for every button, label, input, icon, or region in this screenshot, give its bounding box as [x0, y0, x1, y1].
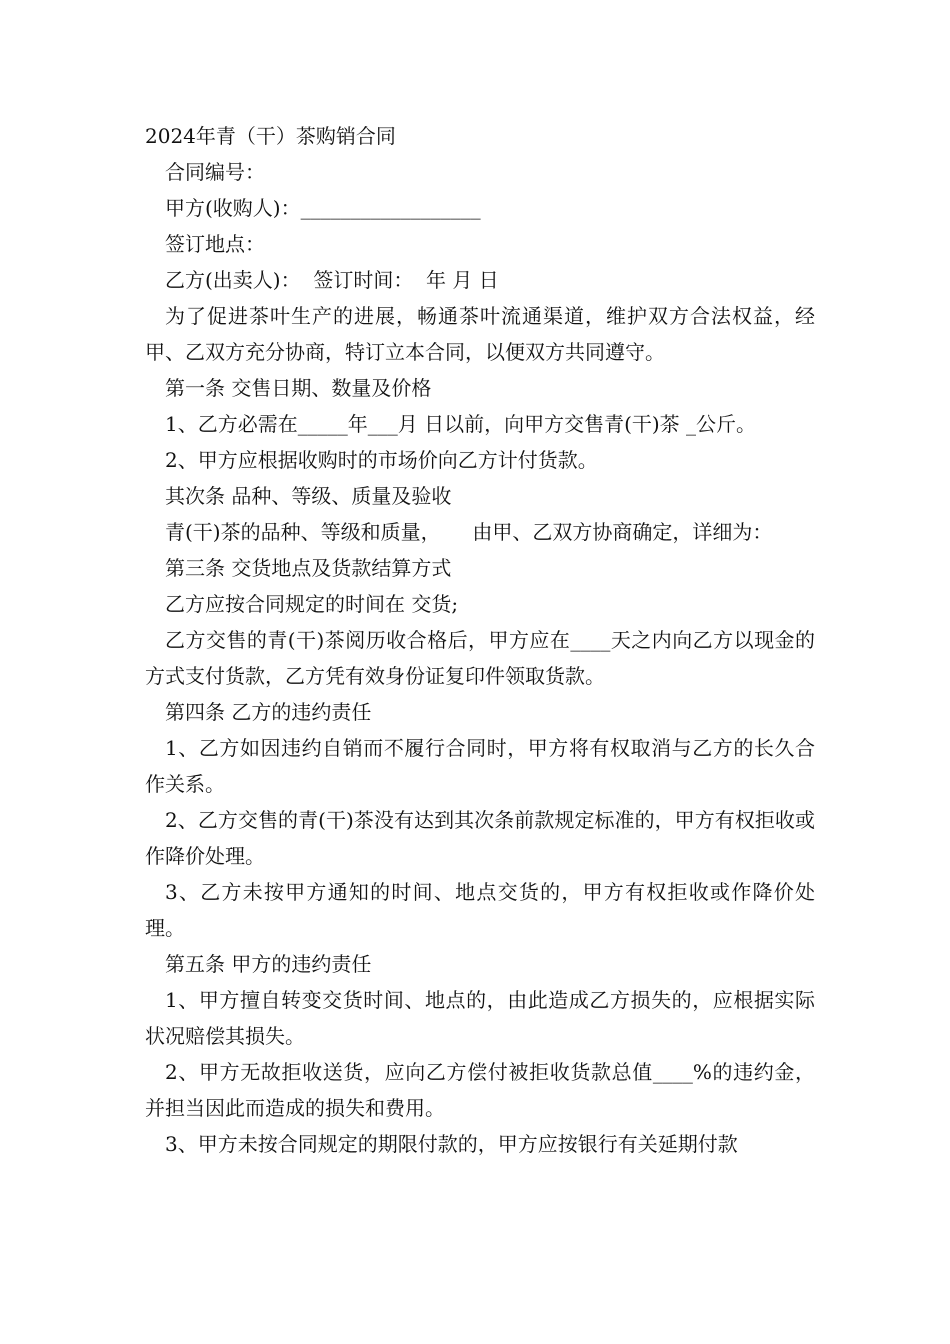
contract-page: [145, 118, 815, 1162]
article3-text2: 乙方交售的青(干)茶阅历收合格后，甲方应在____天之内向乙方以现金的方式支付货款，乙方凭有效身份证复印件领取货款。: [145, 628, 815, 688]
article5-item2: 2、甲方无故拒收送货，应向乙方偿付被拒收货款总值____%的违约金，并担当因此而造成的损失和费用。: [145, 1060, 815, 1120]
article5-item1: 1、甲方擅自转变交货时间、地点的，由此造成乙方损失的，应根据实际状况赔偿其损失。: [145, 988, 815, 1048]
article3-text1: 乙方应按合同规定的时间在 交货;: [165, 592, 459, 616]
article4-item2: 2、乙方交售的青(干)茶没有达到其次条前款规定标准的，甲方有权拒收或作降价处理。: [145, 808, 815, 868]
article3-heading: 第三条 交货地点及货款结算方式: [165, 556, 452, 580]
article4-item3: 3、乙方未按甲方通知的时间、地点交货的，甲方有权拒收或作降价处理。: [145, 880, 815, 940]
sign-place-label: 签订地点：: [165, 232, 265, 256]
article4-item1: 1、乙方如因违约自销而不履行合同时，甲方将有权取消与乙方的长久合作关系。: [145, 736, 815, 796]
article2-heading: 其次条 品种、等级、质量及验收: [165, 484, 452, 508]
article5-item3: 3、甲方未按合同规定的期限付款的，甲方应按银行有关延期付款: [165, 1132, 738, 1156]
preamble-paragraph: 为了促进茶叶生产的进展，畅通茶叶流通渠道，维护双方合法权益，经甲、乙双方充分协商，特订立本合同，以便双方共同遵守。: [145, 304, 815, 364]
buyer-blank: __________________: [300, 196, 481, 220]
article1-heading: 第一条 交售日期、数量及价格: [165, 376, 432, 400]
article4-heading: 第四条 乙方的违约责任: [165, 700, 372, 724]
seller-line: 乙方(出卖人)： 签订时间： 年 月 日: [165, 268, 499, 292]
buyer-label: 甲方(收购人)：: [165, 196, 301, 220]
buyer-line: [145, 190, 815, 226]
contract-number-label: 合同编号：: [165, 160, 265, 184]
article5-heading: 第五条 甲方的违约责任: [165, 952, 372, 976]
document-title: 2024年青（干）茶购销合同: [145, 124, 396, 148]
article1-item1: 1、乙方必需在_____年___月 日以前，向甲方交售青(干)茶 _公斤。: [165, 412, 757, 436]
article1-item2: 2、甲方应根据收购时的市场价向乙方计付货款。: [165, 448, 598, 472]
article2-text: 青(干)茶的品种、等级和质量， 由甲、乙双方协商确定，详细为：: [165, 520, 773, 544]
